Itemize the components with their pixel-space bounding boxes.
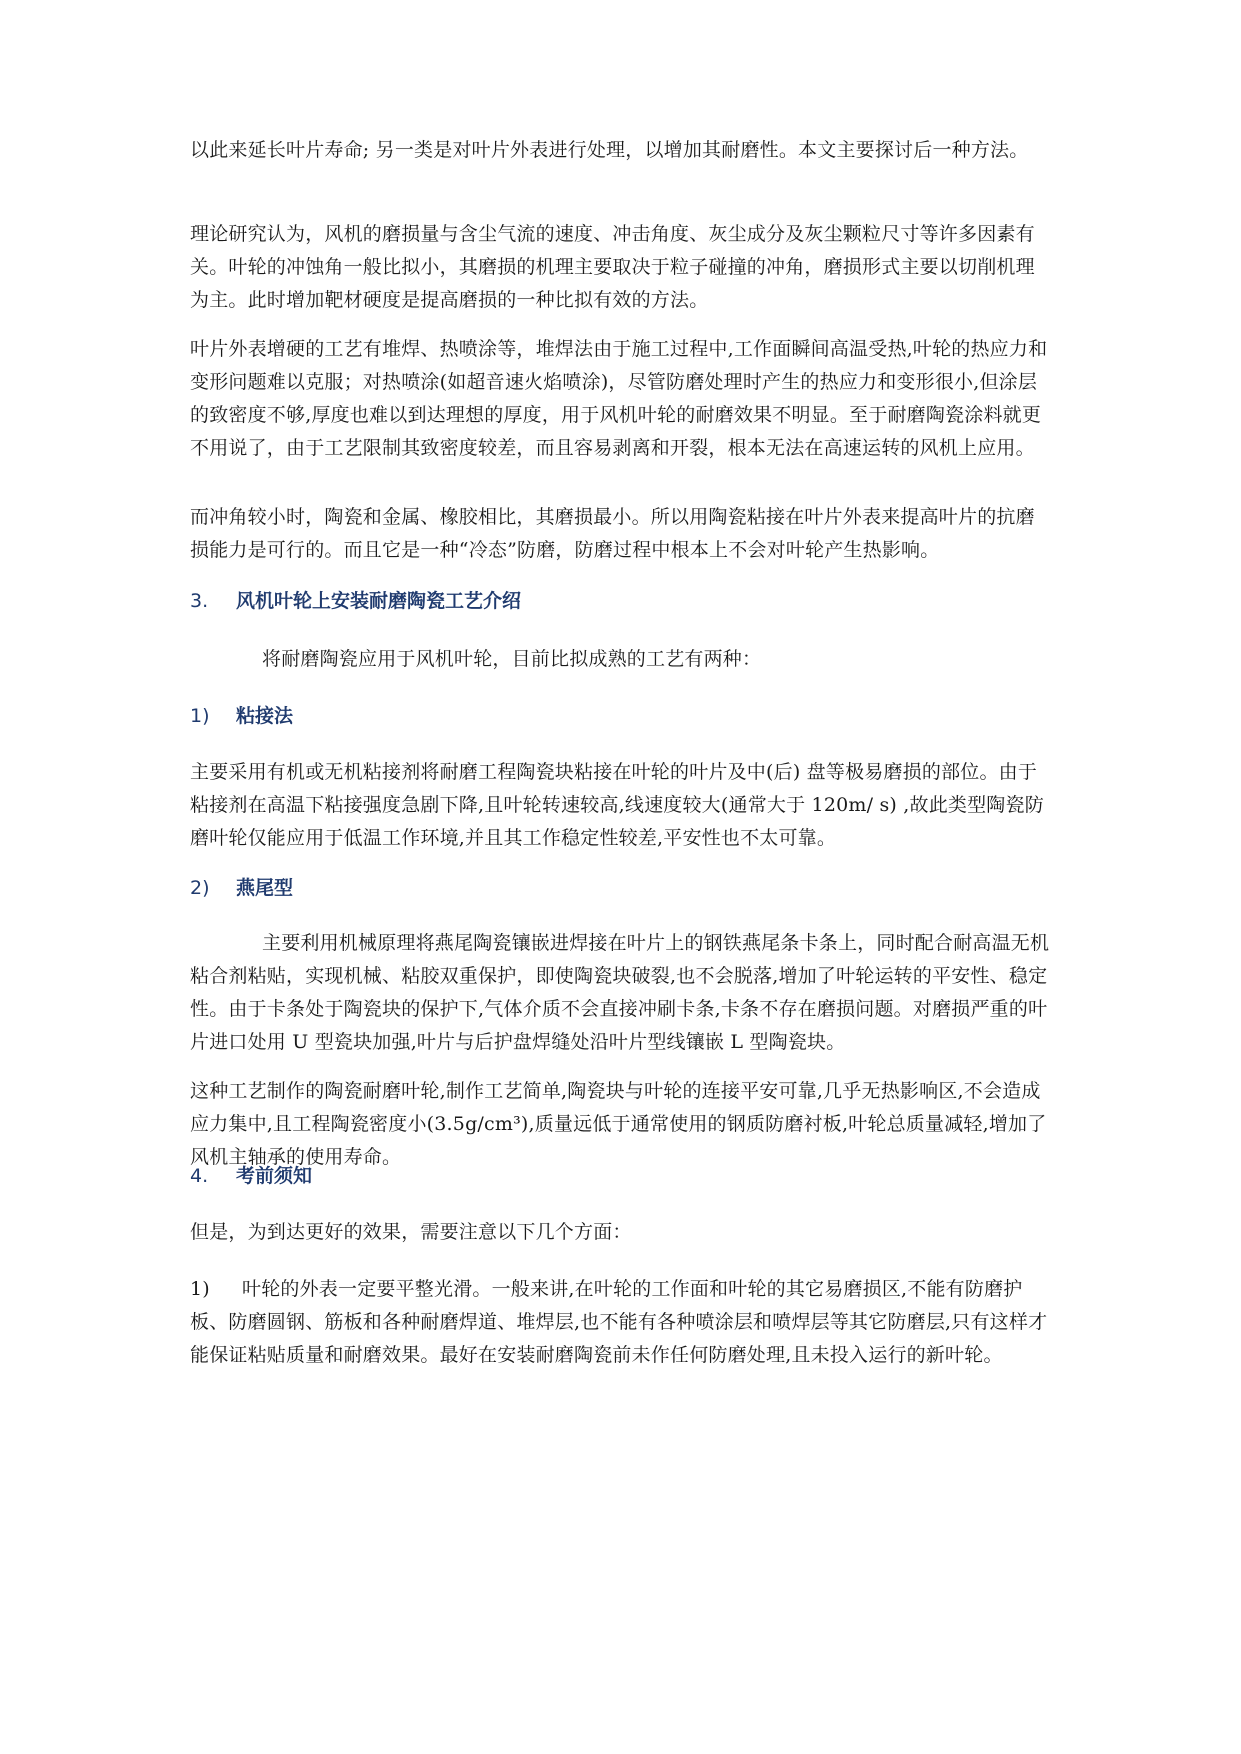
paragraph-notes-intro: 但是，为到达更好的效果，需要注意以下几个方面： [190, 1221, 632, 1243]
paragraph-dovetail-description: 主要利用机械原理将燕尾陶瓷镶嵌进焊接在叶片上的钢铁燕尾条卡条上，同时配合耐高温无机粘合剂粘贴，实现机械、粘胶双重保护，即使陶瓷块破裂,也不会脱落,增加了叶轮运转的平安性、稳定性。由于卡条处于陶瓷块的保护下,气体介质不会直接冲刷卡条,卡条不存在磨损问题。对磨损严重的叶片进口处用 U 型瓷块加强,叶片与后护盘焊缝处沿叶片型线镶嵌 L 型陶瓷块。 [190, 932, 1050, 1053]
section-title: 风机叶轮上安装耐磨陶瓷工艺介绍 [236, 590, 522, 612]
section-number: 4. [190, 1165, 209, 1187]
paragraph-bonding-description: 主要采用有机或无机粘接剂将耐磨工程陶瓷块粘接在叶轮的叶片及中(后) 盘等极易磨损的部位。由于粘接剂在高温下粘接强度急剧下降,且叶轮转速较高,线速度较大(通常大于 120m/ s) ,故此类型陶瓷防磨叶轮仅能应用于低温工作环境,并且其工作稳定性较差,平安性也不太可靠。 [190, 761, 1044, 849]
section-heading-3 [190, 585, 521, 618]
list-item-number: 1) [190, 1278, 210, 1300]
paragraph-two-methods: 将耐磨陶瓷应用于风机叶轮，目前比拟成熟的工艺有两种： [262, 648, 762, 670]
paragraph-hardening-methods: 叶片外表增硬的工艺有堆焊、热喷涂等，堆焊法由于施工过程中,工作面瞬间高温受热,叶轮的热应力和变形问题难以克服；对热喷涂(如超音速火焰喷涂)，尽管防磨处理时产生的热应力和变形很小,但涂层的致密度不够,厚度也难以到达理想的厚度，用于风机叶轮的耐磨效果不明显。至于耐磨陶瓷涂料就更不用说了，由于工艺限制其致密度较差，而且容易剥离和开裂，根本无法在高速运转的风机上应用。 [190, 338, 1048, 459]
paragraph-process-benefits: 这种工艺制作的陶瓷耐磨叶轮,制作工艺简单,陶瓷块与叶轮的连接平安可靠,几乎无热影响区,不会造成应力集中,且工程陶瓷密度小(3.5g/cm³),质量远低于通常使用的钢质防磨衬板,叶轮总质量减轻,增加了风机主轴承的使用寿命。 [190, 1080, 1047, 1168]
list-item-surface-requirement [190, 1273, 1050, 1372]
paragraph-intro-end: 以此来延长叶片寿命; 另一类是对叶片外表进行处理，以增加其耐磨性。本文主要探讨后一种方法。 [190, 139, 1029, 161]
subheading-number: 2) [190, 877, 210, 899]
paragraph-wear-theory: 理论研究认为，风机的磨损量与含尘气流的速度、冲击角度、灰尘成分及灰尘颗粒尺寸等许多因素有关。叶轮的冲蚀角一般比拟小，其磨损的机理主要取决于粒子碰撞的冲角，磨损形式主要以切削机理为主。此时增加靶材硬度是提高磨损的一种比拟有效的方法。 [190, 223, 1035, 311]
paragraph-ceramic-advantage: 而冲角较小时，陶瓷和金属、橡胶相比，其磨损最小。所以用陶瓷粘接在叶片外表来提高叶片的抗磨损能力是可行的。而且它是一种“冷态”防磨，防磨过程中根本上不会对叶轮产生热影响。 [190, 506, 1035, 561]
subheading-dovetail-method [190, 872, 293, 905]
section-title: 考前须知 [236, 1165, 313, 1187]
section-heading-4 [190, 1160, 312, 1193]
subheading-title: 燕尾型 [236, 877, 294, 899]
subheading-number: 1) [190, 705, 210, 727]
subheading-title: 粘接法 [236, 705, 294, 727]
list-item-text: 叶轮的外表一定要平整光滑。一般来讲,在叶轮的工作面和叶轮的其它易磨损区,不能有防磨护板、防磨圆钢、筋板和各种耐磨焊道、堆焊层,也不能有各种喷涂层和喷焊层等其它防磨层,只有这样才能保证粘贴质量和耐磨效果。最好在安装耐磨陶瓷前未作任何防磨处理,且未投入运行的新叶轮。 [190, 1278, 1048, 1366]
subheading-bonding-method [190, 700, 293, 733]
section-number: 3. [190, 590, 209, 612]
